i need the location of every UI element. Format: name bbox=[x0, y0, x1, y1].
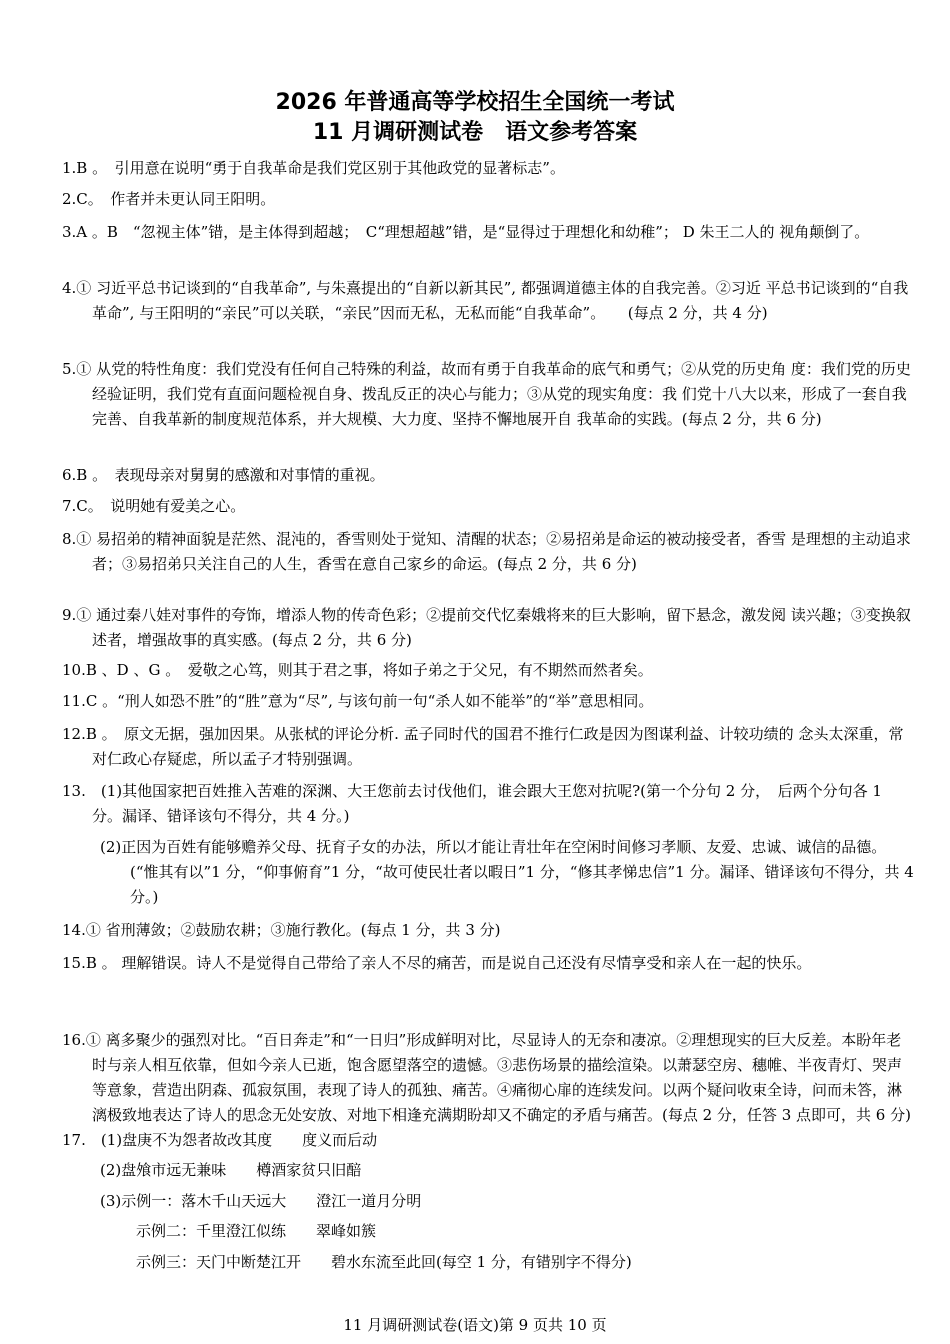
answer-13-2: (2)正因为百姓有能够赡养父母、抚育子女的办法，所以才能让青壮年在空闲时间修习孝顺、友爱、忠诚、诚信的品德。(“惟其有以”1 分，“仰事俯育”1 分，“故可使民壮者以暇日”1 分，“修其孝悌忠信”1 分。漏译、错译该句不得分，共 4 分。) bbox=[100, 838, 919, 906]
page-title-line-1: 2026 年普通高等学校招生全国统一考试 bbox=[275, 90, 675, 115]
answer-3: 3.A 。B “忽视主体”错，是主体得到超越； C“理想超越”错，是“显得过于理想化和幼稚”； D 朱王二人的 视角颠倒了。 bbox=[62, 223, 870, 241]
page-footer: 11 月调研测试卷(语文)第 9 页共 10 页 bbox=[343, 1316, 607, 1334]
answer-14: 14.① 省刑薄敛；②鼓励农耕；③施行教化。(每点 1 分，共 3 分) bbox=[62, 921, 501, 939]
answer-9: 9.① 通过秦八娃对事件的夸饰，增添人物的传奇色彩；②提前交代忆秦娥将来的巨大影响，留下悬念，激发阅 读兴趣；③变换叙述者，增强故事的真实感。(每点 2 分，共 6 分) bbox=[62, 606, 911, 649]
page-title-line-2: 11 月调研测试卷 语文参考答案 bbox=[312, 120, 638, 145]
answer-17-3-example-3: 示例三：天门中断楚江开 碧水东流至此回(每空 1 分，有错别字不得分) bbox=[136, 1253, 632, 1271]
answer-15: 15.B 。 理解错误。诗人不是觉得自己带给了亲人不尽的痛苦，而是说自己还没有尽情享受和亲人在一起的快乐。 bbox=[62, 954, 812, 972]
answer-6: 6.B 。 表现母亲对舅舅的感激和对事情的重视。 bbox=[62, 466, 385, 484]
answer-17-3: (3)示例一：落木千山天远大 澄江一道月分明 bbox=[100, 1192, 422, 1210]
answer-8: 8.① 易招弟的精神面貌是茫然、混沌的，香雪则处于觉知、清醒的状态；②易招弟是命运的被动接受者，香雪 是理想的主动追求者；③易招弟只关注自己的人生，香雪在意自己家乡的命运。(每点 2 分，共 6 分) bbox=[62, 530, 911, 573]
answer-5: 5.① 从党的特性角度：我们党没有任何自己特殊的利益，故而有勇于自我革命的底气和勇气；②从党的历史角 度：我们党的历史经验证明，我们党有直面问题检视自身、拨乱反正的决心与能力；③从党的现实角度：我 们党十八大以来，形成了一套自我完善、自我革新的制度规范体系，并大规模、大力度、坚持不懈地展开自 我革命的实践。(每点 2 分，共 6 分) bbox=[62, 360, 911, 428]
answer-2: 2.C。 作者并未更认同王阳明。 bbox=[62, 190, 276, 208]
answer-12: 12.B 。 原文无据，强加因果。从张栻的评论分析. 孟子同时代的国君不推行仁政是因为图谋利益、计较功绩的 念头太深重，常对仁政心存疑虑，所以孟子才特别强调。 bbox=[62, 725, 904, 768]
answer-16: 16.① 离多聚少的强烈对比。“百日奔走”和“一日归”形成鲜明对比，尽显诗人的无奈和凄凉。②理想现实的巨大反差。本盼年老时与亲人相互依靠，但如今亲人已逝，饱含愿望落空的遗憾。③悲伤场景的描绘渲染。以萧瑟空房、穗帷、半夜青灯、哭声等意象，营造出阴森、孤寂氛围，表现了诗人的孤独、痛苦。④痛彻心扉的连续发问。以两个疑问收束全诗，问而未答，淋漓极致地表达了诗人的思念无处安放、对地下相逢充满期盼却又不确定的矛盾与痛苦。(每点 2 分，任答 3 点即可，共 6 分) bbox=[62, 1031, 911, 1124]
answer-7: 7.C。 说明她有爱美之心。 bbox=[62, 497, 246, 515]
answer-11: 11.C 。“刑人如恐不胜”的“胜”意为“尽”, 与该句前一句“杀人如不能举”的“举”意思相同。 bbox=[62, 692, 654, 710]
answer-13-1: 13. (1)其他国家把百姓推入苦难的深渊、大王您前去讨伐他们，谁会跟大王您对抗呢?(第一个分句 2 分， 后两个分句各 1 分。漏译、错译该句不得分，共 4 分。) bbox=[62, 782, 887, 825]
answer-10: 10.B 、D 、G 。 爱敬之心笃，则其于君之事，将如子弟之于父兄，有不期然而然者矣。 bbox=[62, 661, 653, 679]
answer-17-1: 17. (1)盘庚不为怨者故改其度 度义而后动 bbox=[62, 1131, 378, 1149]
answer-4: 4.① 习近平总书记谈到的“自我革命”, 与朱熹提出的“自新以新其民”, 都强调道德主体的自我完善。②习近 平总书记谈到的“自我革命”, 与王阳明的“亲民”可以关联，“亲民”因而无私，无私而能“自我革命”。 (每点 2 分，共 4 分) bbox=[62, 279, 909, 322]
answer-17-3-example-2: 示例二：千里澄江似练 翠峰如簇 bbox=[136, 1222, 377, 1240]
answer-17-2: (2)盘飧市远无兼味 樽酒家贫只旧醅 bbox=[100, 1161, 362, 1179]
answer-1: 1.B 。 引用意在说明“勇于自我革命是我们党区别于其他政党的显著标志”。 bbox=[62, 159, 565, 177]
